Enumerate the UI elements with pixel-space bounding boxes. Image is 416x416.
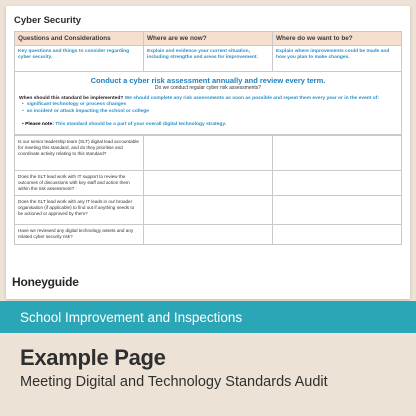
category-banner-label: School Improvement and Inspections	[20, 309, 243, 325]
column-description-questions: Key questions and things to consider regarding cyber security.	[15, 46, 144, 72]
answer-now-cell[interactable]	[144, 224, 273, 244]
answer-target-cell[interactable]	[273, 195, 402, 224]
table-row	[15, 135, 402, 170]
note-text: This standard should be a part of your overall digital technology strategy.	[55, 121, 227, 127]
brand-logo: Honeyguide	[12, 275, 79, 289]
column-heading-now: Where are we now?	[144, 32, 273, 46]
note-paragraph: • Please note: This standard should be a part of your overall digital technology strategy.	[22, 121, 227, 127]
standard-subheading: Do we conduct regular cyber risk assessments?	[154, 85, 262, 91]
footer-title: Example Page	[20, 345, 166, 370]
event-bullet-list	[22, 102, 397, 115]
implementation-label: When should this standard be implemented?	[19, 96, 124, 101]
answer-now-cell[interactable]	[144, 195, 273, 224]
answer-target-cell[interactable]	[273, 170, 402, 195]
question-cell: Have we reviewed any digital technology assets and any related cyber security risk?	[15, 224, 144, 244]
note-label: Please note:	[25, 121, 54, 127]
column-heading-target: Where do we want to be?	[273, 32, 402, 46]
question-cell: Is our senior leadership team (SLT) digital lead accountable for meeting this standard, and do they prioritise and coordinate activity relating to this standard?	[15, 135, 144, 170]
column-description-target: Explain where improvements could be made and how you plan to make changes.	[273, 46, 402, 72]
footer-subtitle: Meeting Digital and Technology Standards Audit	[20, 374, 328, 390]
answer-now-cell[interactable]	[144, 135, 273, 170]
standard-heading: Conduct a cyber risk assessment annually and review every term.	[90, 76, 326, 85]
category-banner	[0, 301, 416, 333]
audit-header-table	[14, 31, 402, 72]
table-row	[15, 224, 402, 244]
table-row	[15, 195, 402, 224]
answer-target-cell[interactable]	[273, 135, 402, 170]
answer-target-cell[interactable]	[273, 224, 402, 244]
document-title: Cyber Security	[14, 15, 82, 26]
question-table	[14, 135, 402, 245]
column-heading-questions: Questions and Considerations	[15, 32, 144, 46]
event-bullet: • an incident or attack impacting the school or college	[22, 109, 397, 116]
document-page	[6, 6, 410, 299]
question-cell: Does the SLT lead work with any IT leads in our broader organisation (if applicable) to find out if anything needs to be actioned or approved by them?	[15, 195, 144, 224]
standard-box	[14, 72, 402, 135]
event-bullet: • significant technology or process changes	[22, 102, 397, 109]
column-description-now: Explain and evidence your current situation, including strengths and areas for improvement.	[144, 46, 273, 72]
answer-now-cell[interactable]	[144, 170, 273, 195]
table-row	[15, 170, 402, 195]
implementation-text: We should complete any risk assessments as soon as possible and repeat them every year or in the event of:	[124, 96, 380, 101]
question-cell: Does the SLT lead work with IT support to review the outcomes of discussions with key staff and action them within the risk assessment?	[15, 170, 144, 195]
